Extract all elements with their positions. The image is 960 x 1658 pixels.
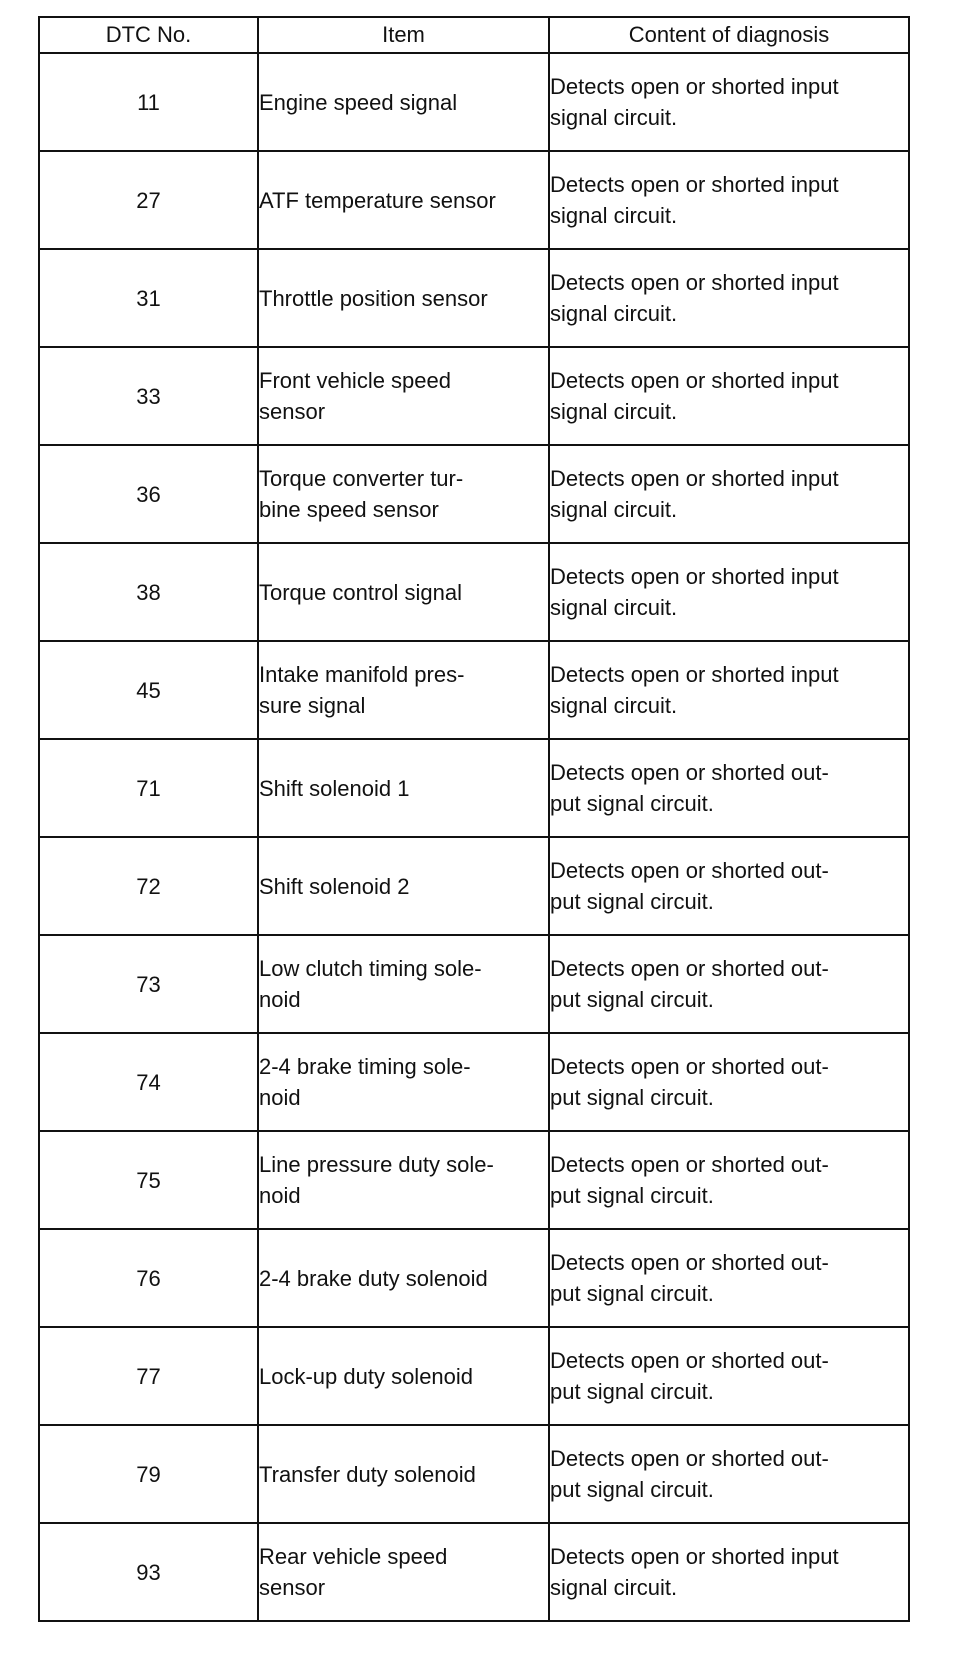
- content-cell: [549, 935, 909, 1033]
- content-text-line: signal circuit.: [550, 301, 678, 326]
- item-text-line: Engine speed signal: [259, 89, 458, 115]
- content-cell: [549, 837, 909, 935]
- item-text-line: bine speed sensor: [259, 497, 439, 522]
- dtc-number-cell: 73: [39, 935, 258, 1033]
- content-text-line: Detects open or shorted out-: [550, 1348, 829, 1373]
- item-cell: [258, 249, 549, 347]
- content-cell: [549, 347, 909, 445]
- item-cell: [258, 1327, 549, 1425]
- table-row: [39, 1425, 909, 1523]
- item-cell: [258, 543, 549, 641]
- item-cell: [258, 1033, 549, 1131]
- item-text-line: Lock-up duty solenoid: [259, 1363, 474, 1389]
- item-text-line: Intake manifold pres-: [259, 662, 465, 687]
- item-text-line: noid: [259, 1183, 301, 1208]
- item-cell: [258, 347, 549, 445]
- item-cell: [258, 1131, 549, 1229]
- table-row: [39, 53, 909, 151]
- content-text-line: put signal circuit.: [550, 1281, 714, 1306]
- content-text-line: Detects open or shorted input: [550, 172, 839, 197]
- content-cell: [549, 445, 909, 543]
- item-text-line: Shift solenoid 1: [259, 775, 410, 801]
- table-header-row: [39, 17, 909, 53]
- content-cell: [549, 1523, 909, 1621]
- content-text-line: put signal circuit.: [550, 1183, 714, 1208]
- content-cell: [549, 1425, 909, 1523]
- item-cell: [258, 935, 549, 1033]
- table-row: [39, 1327, 909, 1425]
- content-text-line: Detects open or shorted out-: [550, 1446, 829, 1471]
- dtc-number-cell: 36: [39, 445, 258, 543]
- content-text-line: Detects open or shorted out-: [550, 760, 829, 785]
- content-text-line: signal circuit.: [550, 595, 678, 620]
- item-text-line: Shift solenoid 2: [259, 873, 410, 899]
- item-cell: [258, 1425, 549, 1523]
- item-text-line: Torque converter tur-: [259, 466, 464, 491]
- item-text-line: Rear vehicle speed: [259, 1544, 448, 1569]
- content-text-line: signal circuit.: [550, 399, 678, 424]
- content-text-line: Detects open or shorted input: [550, 564, 839, 589]
- table-row: [39, 935, 909, 1033]
- item-cell: [258, 1523, 549, 1621]
- item-cell: [258, 1229, 549, 1327]
- item-cell: [258, 53, 549, 151]
- content-cell: [549, 1229, 909, 1327]
- dtc-number-cell: 33: [39, 347, 258, 445]
- table-row: [39, 1523, 909, 1621]
- table-body: [39, 53, 909, 1621]
- table-row: [39, 739, 909, 837]
- content-text-line: Detects open or shorted input: [550, 74, 839, 99]
- content-cell: [549, 543, 909, 641]
- item-cell: [258, 641, 549, 739]
- content-cell: [549, 1033, 909, 1131]
- content-cell: [549, 1131, 909, 1229]
- header-content: Content of diagnosis: [549, 17, 909, 53]
- item-text-line: Line pressure duty sole-: [259, 1152, 494, 1177]
- header-dtc-no: DTC No.: [39, 17, 258, 53]
- table-row: [39, 543, 909, 641]
- content-text-line: signal circuit.: [550, 203, 678, 228]
- dtc-number-cell: 79: [39, 1425, 258, 1523]
- table-row: [39, 151, 909, 249]
- content-cell: [549, 53, 909, 151]
- content-text-line: put signal circuit.: [550, 987, 714, 1012]
- table-row: [39, 1131, 909, 1229]
- item-text-line: ATF temperature sensor: [259, 187, 496, 213]
- item-text-line: Torque control signal: [259, 579, 463, 605]
- item-text-line: sure signal: [259, 693, 366, 718]
- content-text-line: signal circuit.: [550, 105, 678, 130]
- item-text-line: Low clutch timing sole-: [259, 956, 482, 981]
- table-row: [39, 1229, 909, 1327]
- dtc-table: [38, 16, 910, 1622]
- content-text-line: signal circuit.: [550, 1575, 678, 1600]
- content-text-line: Detects open or shorted out-: [550, 858, 829, 883]
- content-text-line: put signal circuit.: [550, 1477, 714, 1502]
- content-text-line: Detects open or shorted input: [550, 270, 839, 295]
- content-text-line: put signal circuit.: [550, 1379, 714, 1404]
- dtc-number-cell: 45: [39, 641, 258, 739]
- content-cell: [549, 641, 909, 739]
- dtc-number-cell: 75: [39, 1131, 258, 1229]
- dtc-number-cell: 71: [39, 739, 258, 837]
- content-text-line: signal circuit.: [550, 497, 678, 522]
- content-text-line: signal circuit.: [550, 693, 678, 718]
- content-text-line: Detects open or shorted out-: [550, 1152, 829, 1177]
- item-cell: [258, 739, 549, 837]
- content-text-line: put signal circuit.: [550, 889, 714, 914]
- item-text-line: sensor: [259, 399, 326, 424]
- item-text-line: noid: [259, 1085, 301, 1110]
- dtc-number-cell: 11: [39, 53, 258, 151]
- dtc-number-cell: 31: [39, 249, 258, 347]
- content-text-line: Detects open or shorted input: [550, 1544, 839, 1569]
- table-row: [39, 1033, 909, 1131]
- dtc-number-cell: 93: [39, 1523, 258, 1621]
- content-cell: [549, 739, 909, 837]
- item-cell: [258, 445, 549, 543]
- dtc-number-cell: 76: [39, 1229, 258, 1327]
- item-text-line: Transfer duty solenoid: [259, 1461, 476, 1487]
- dtc-number-cell: 38: [39, 543, 258, 641]
- table-row: [39, 837, 909, 935]
- content-text-line: Detects open or shorted out-: [550, 1054, 829, 1079]
- item-text-line: Throttle position sensor: [259, 285, 488, 311]
- content-text-line: Detects open or shorted input: [550, 466, 839, 491]
- item-text-line: sensor: [259, 1575, 326, 1600]
- header-item: Item: [258, 17, 549, 53]
- table-row: [39, 641, 909, 739]
- item-text-line: Front vehicle speed: [259, 368, 451, 393]
- dtc-number-cell: 72: [39, 837, 258, 935]
- dtc-number-cell: 74: [39, 1033, 258, 1131]
- content-text-line: put signal circuit.: [550, 791, 714, 816]
- dtc-number-cell: 77: [39, 1327, 258, 1425]
- content-cell: [549, 1327, 909, 1425]
- item-text-line: noid: [259, 987, 301, 1012]
- item-cell: [258, 151, 549, 249]
- item-cell: [258, 837, 549, 935]
- content-text-line: Detects open or shorted input: [550, 662, 839, 687]
- table-row: [39, 445, 909, 543]
- item-text-line: 2-4 brake timing sole-: [259, 1054, 471, 1079]
- item-text-line: 2-4 brake duty solenoid: [259, 1265, 488, 1291]
- content-text-line: Detects open or shorted out-: [550, 1250, 829, 1275]
- content-text-line: put signal circuit.: [550, 1085, 714, 1110]
- content-text-line: Detects open or shorted input: [550, 368, 839, 393]
- content-cell: [549, 249, 909, 347]
- content-cell: [549, 151, 909, 249]
- table-row: [39, 347, 909, 445]
- table-row: [39, 249, 909, 347]
- dtc-number-cell: 27: [39, 151, 258, 249]
- content-text-line: Detects open or shorted out-: [550, 956, 829, 981]
